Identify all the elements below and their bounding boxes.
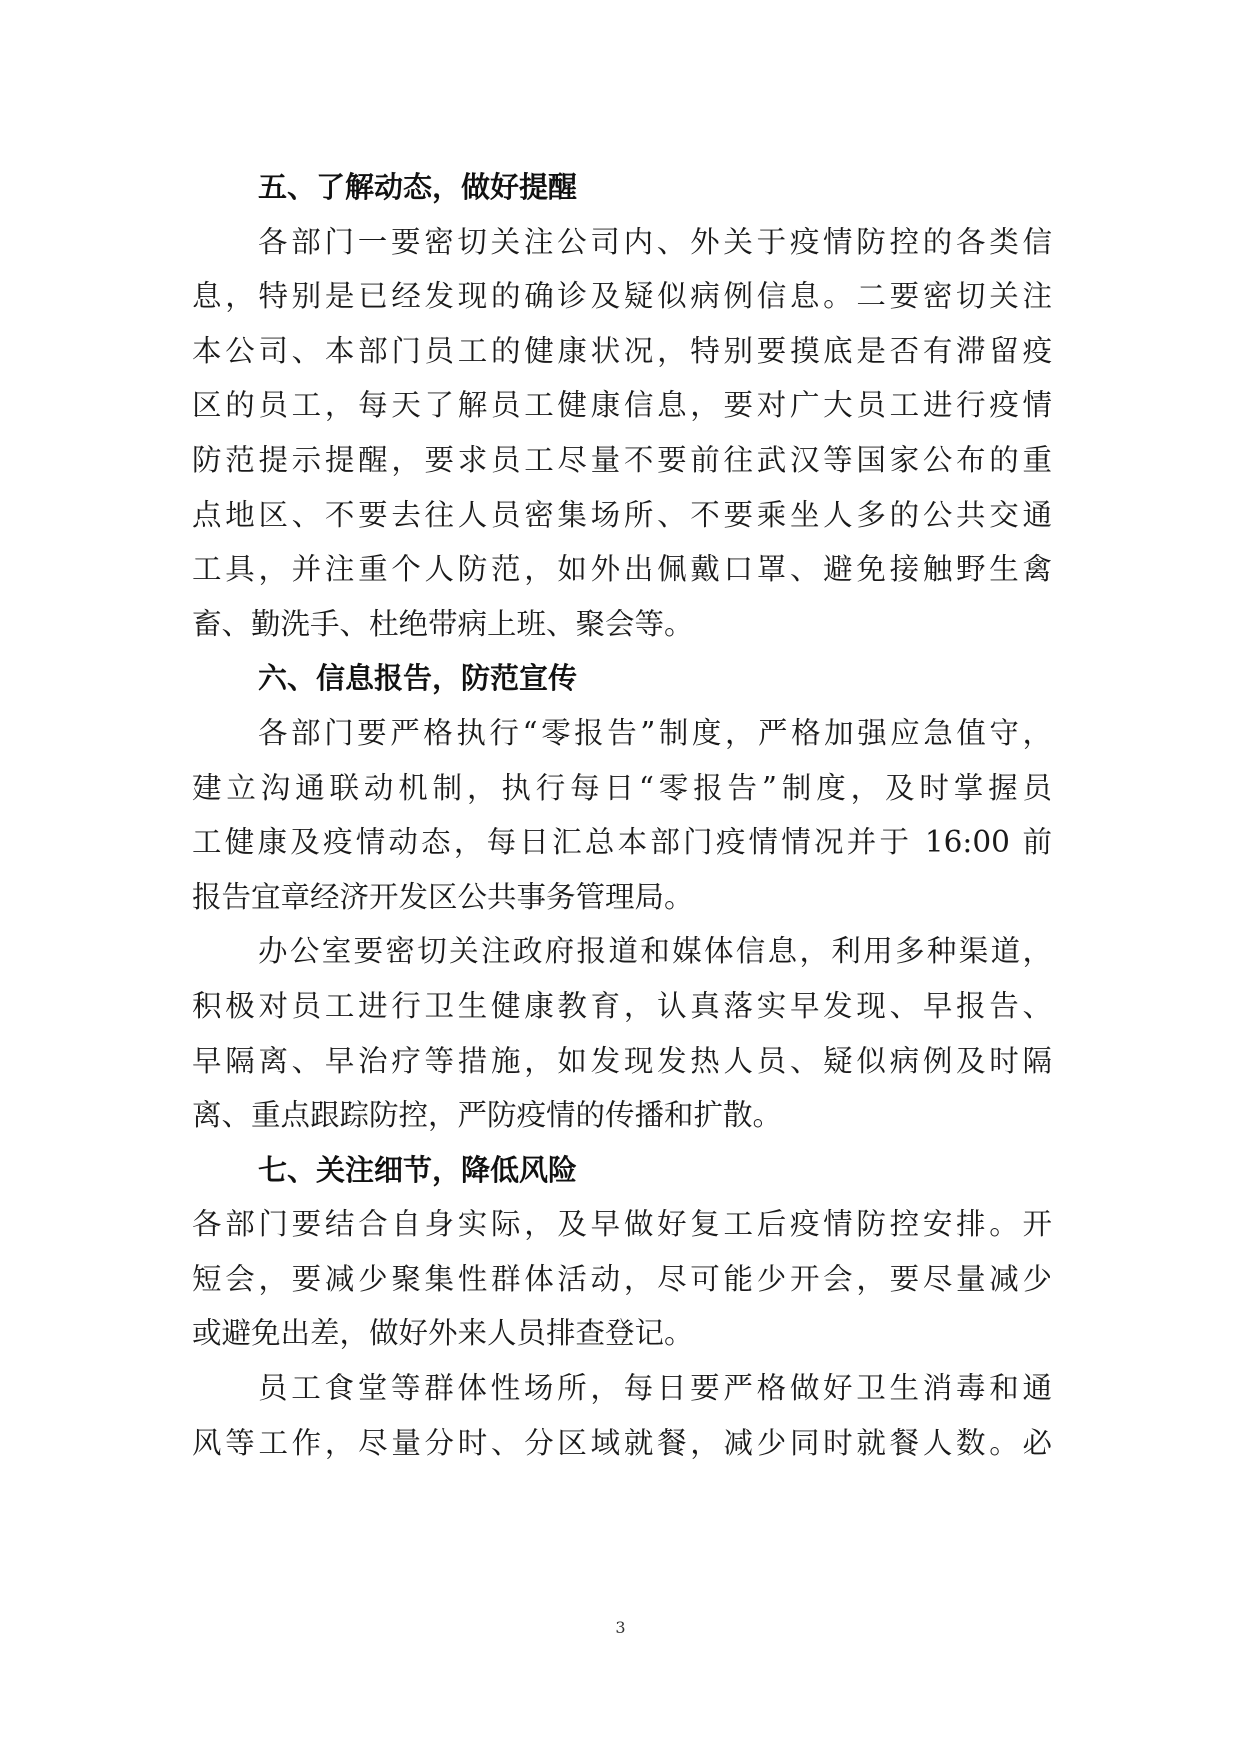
paragraph <box>192 924 1052 1142</box>
text-line: 离、重点跟踪防控，严防疫情的传播和扩散。 <box>192 1098 783 1133</box>
text-line: 员工食堂等群体性场所，每日要严格做好卫生消毒和通 <box>258 1371 1052 1406</box>
paragraph <box>192 1361 1052 1470</box>
paragraph <box>192 1197 1052 1361</box>
section-heading: 七、关注细节，降低风险 <box>258 1152 578 1187</box>
text-line: 建立沟通联动机制，执行每日“零报告”制度，及时掌握员 <box>192 770 1052 805</box>
text-line: 各部门一要密切关注公司内、外关于疫情防控的各类信 <box>258 224 1052 259</box>
text-line: 早隔离、早治疗等措施，如发现发热人员、疑似病例及时隔 <box>192 1043 1052 1078</box>
text-line: 本公司、本部门员工的健康状况，特别要摸底是否有滞留疫 <box>192 333 1052 368</box>
text-line: 区的员工，每天了解员工健康信息，要对广大员工进行疫情 <box>192 388 1052 423</box>
section-heading: 六、信息报告，防范宣传 <box>258 661 578 696</box>
text-line: 风等工作，尽量分时、分区域就餐，减少同时就餐人数。必 <box>192 1425 1052 1460</box>
text-line: 畜、勤洗手、杜绝带病上班、聚会等。 <box>192 606 694 641</box>
section-heading: 五、了解动态，做好提醒 <box>258 170 578 204</box>
text-line: 点地区、不要去往人员密集场所、不要乘坐人多的公共交通 <box>192 497 1052 532</box>
text-line: 短会，要减少聚集性群体活动，尽可能少开会，要尽量减少 <box>192 1261 1052 1296</box>
document-body <box>192 160 1052 1470</box>
text-line: 工健康及疫情动态，每日汇总本部门疫情情况并于 16:00 前 <box>192 825 1052 860</box>
text-line: 息，特别是已经发现的确诊及疑似病例信息。二要密切关注 <box>192 279 1052 314</box>
text-line: 工具，并注重个人防范，如外出佩戴口罩、避免接触野生禽 <box>192 552 1052 587</box>
text-line: 报告宜章经济开发区公共事务管理局。 <box>192 879 694 914</box>
text-line: 办公室要密切关注政府报道和媒体信息，利用多种渠道， <box>258 934 1052 969</box>
text-line: 防范提示提醒，要求员工尽量不要前往武汉等国家公布的重 <box>192 442 1052 477</box>
text-line: 各部门要严格执行“零报告”制度，严格加强应急值守， <box>258 715 1052 750</box>
paragraph <box>192 706 1052 924</box>
paragraph <box>192 215 1052 652</box>
text-line: 或避免出差，做好外来人员排查登记。 <box>192 1316 694 1351</box>
text-line: 各部门要结合自身实际，及早做好复工后疫情防控安排。开 <box>192 1207 1052 1242</box>
text-line: 积极对员工进行卫生健康教育，认真落实早发现、早报告、 <box>192 988 1052 1023</box>
page-number: 3 <box>615 1618 626 1637</box>
